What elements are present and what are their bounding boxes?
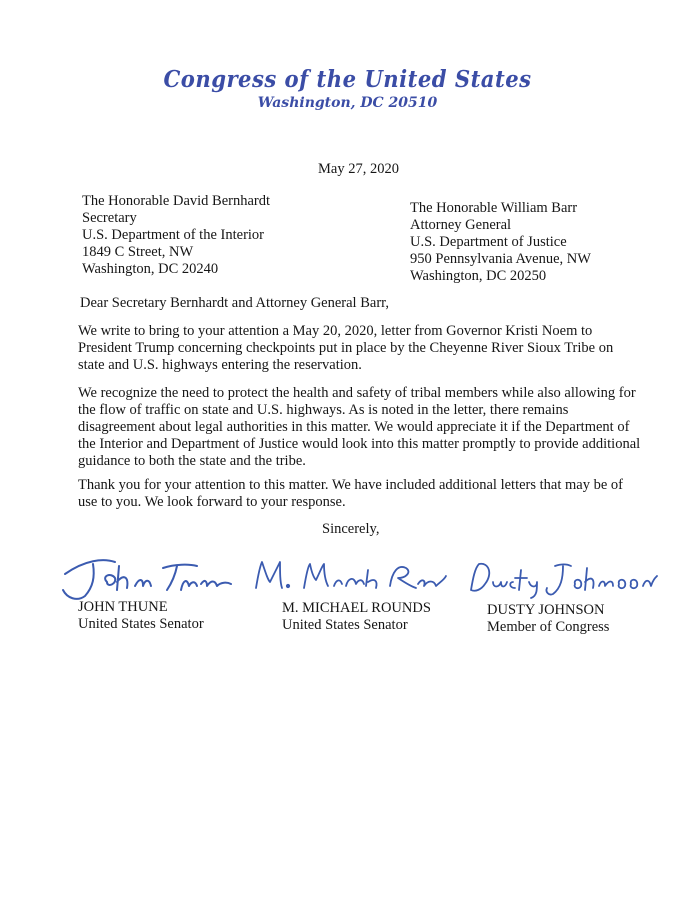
recipient-line: Attorney General (410, 217, 512, 233)
recipient-line: U.S. Department of Justice (410, 234, 567, 250)
salutation: Dear Secretary Bernhardt and Attorney General Barr, (80, 295, 390, 311)
recipient-line: The Honorable William Barr (410, 200, 578, 216)
body-line: use to you. We look forward to your response. (78, 494, 346, 510)
signer-name: DUSTY JOHNSON (487, 602, 605, 618)
recipient-line: 1849 C Street, NW (82, 244, 194, 260)
body-paragraph (78, 385, 641, 470)
recipient-line: Washington, DC 20250 (410, 268, 547, 284)
signature-rounds (250, 556, 450, 600)
signer-title: United States Senator (78, 616, 204, 632)
body-line: the Interior and Department of Justice would look into this matter promptly to provide additional (78, 436, 641, 452)
body-line: disagreement about legal authorities in this matter. We would appreciate it if the Department of (78, 419, 630, 435)
signer-title: United States Senator (282, 617, 408, 633)
recipient-line: Washington, DC 20240 (82, 261, 219, 277)
body-paragraph (78, 477, 623, 511)
recipient-line: Secretary (82, 210, 137, 226)
signer-title: Member of Congress (487, 619, 610, 635)
closing: Sincerely, (322, 521, 380, 537)
signer-name: JOHN THUNE (78, 599, 168, 615)
body-line: state and U.S. highways entering the reservation. (78, 357, 362, 373)
signer-name: M. MICHAEL ROUNDS (282, 600, 431, 616)
letterhead-title: Congress of the United States (163, 66, 532, 93)
body-line: the flow of traffic on state and U.S. highways. As is noted in the letter, there remains (78, 402, 569, 418)
recipient-line: U.S. Department of the Interior (82, 227, 265, 243)
recipient-line: 950 Pennsylvania Avenue, NW (410, 251, 591, 267)
body-paragraph (78, 323, 618, 374)
letterhead-subtitle: Washington, DC 20510 (257, 95, 438, 111)
body-line: We recognize the need to protect the health and safety of tribal members while also allowing for (78, 385, 636, 401)
signature-thune (55, 552, 240, 602)
letter-date: May 27, 2020 (318, 161, 399, 177)
body-line: guidance to both the state and the tribe. (78, 453, 306, 469)
body-line: President Trump concerning checkpoints put in place by the Cheyenne River Sioux Tribe on (78, 340, 614, 356)
body-line: Thank you for your attention to this matter. We have included additional letters that may be of (78, 477, 623, 493)
recipient-line: The Honorable David Bernhardt (82, 193, 271, 209)
body-line: We write to bring to your attention a May 20, 2020, letter from Governor Kristi Noem to (78, 323, 593, 339)
signature-johnson (463, 556, 658, 600)
